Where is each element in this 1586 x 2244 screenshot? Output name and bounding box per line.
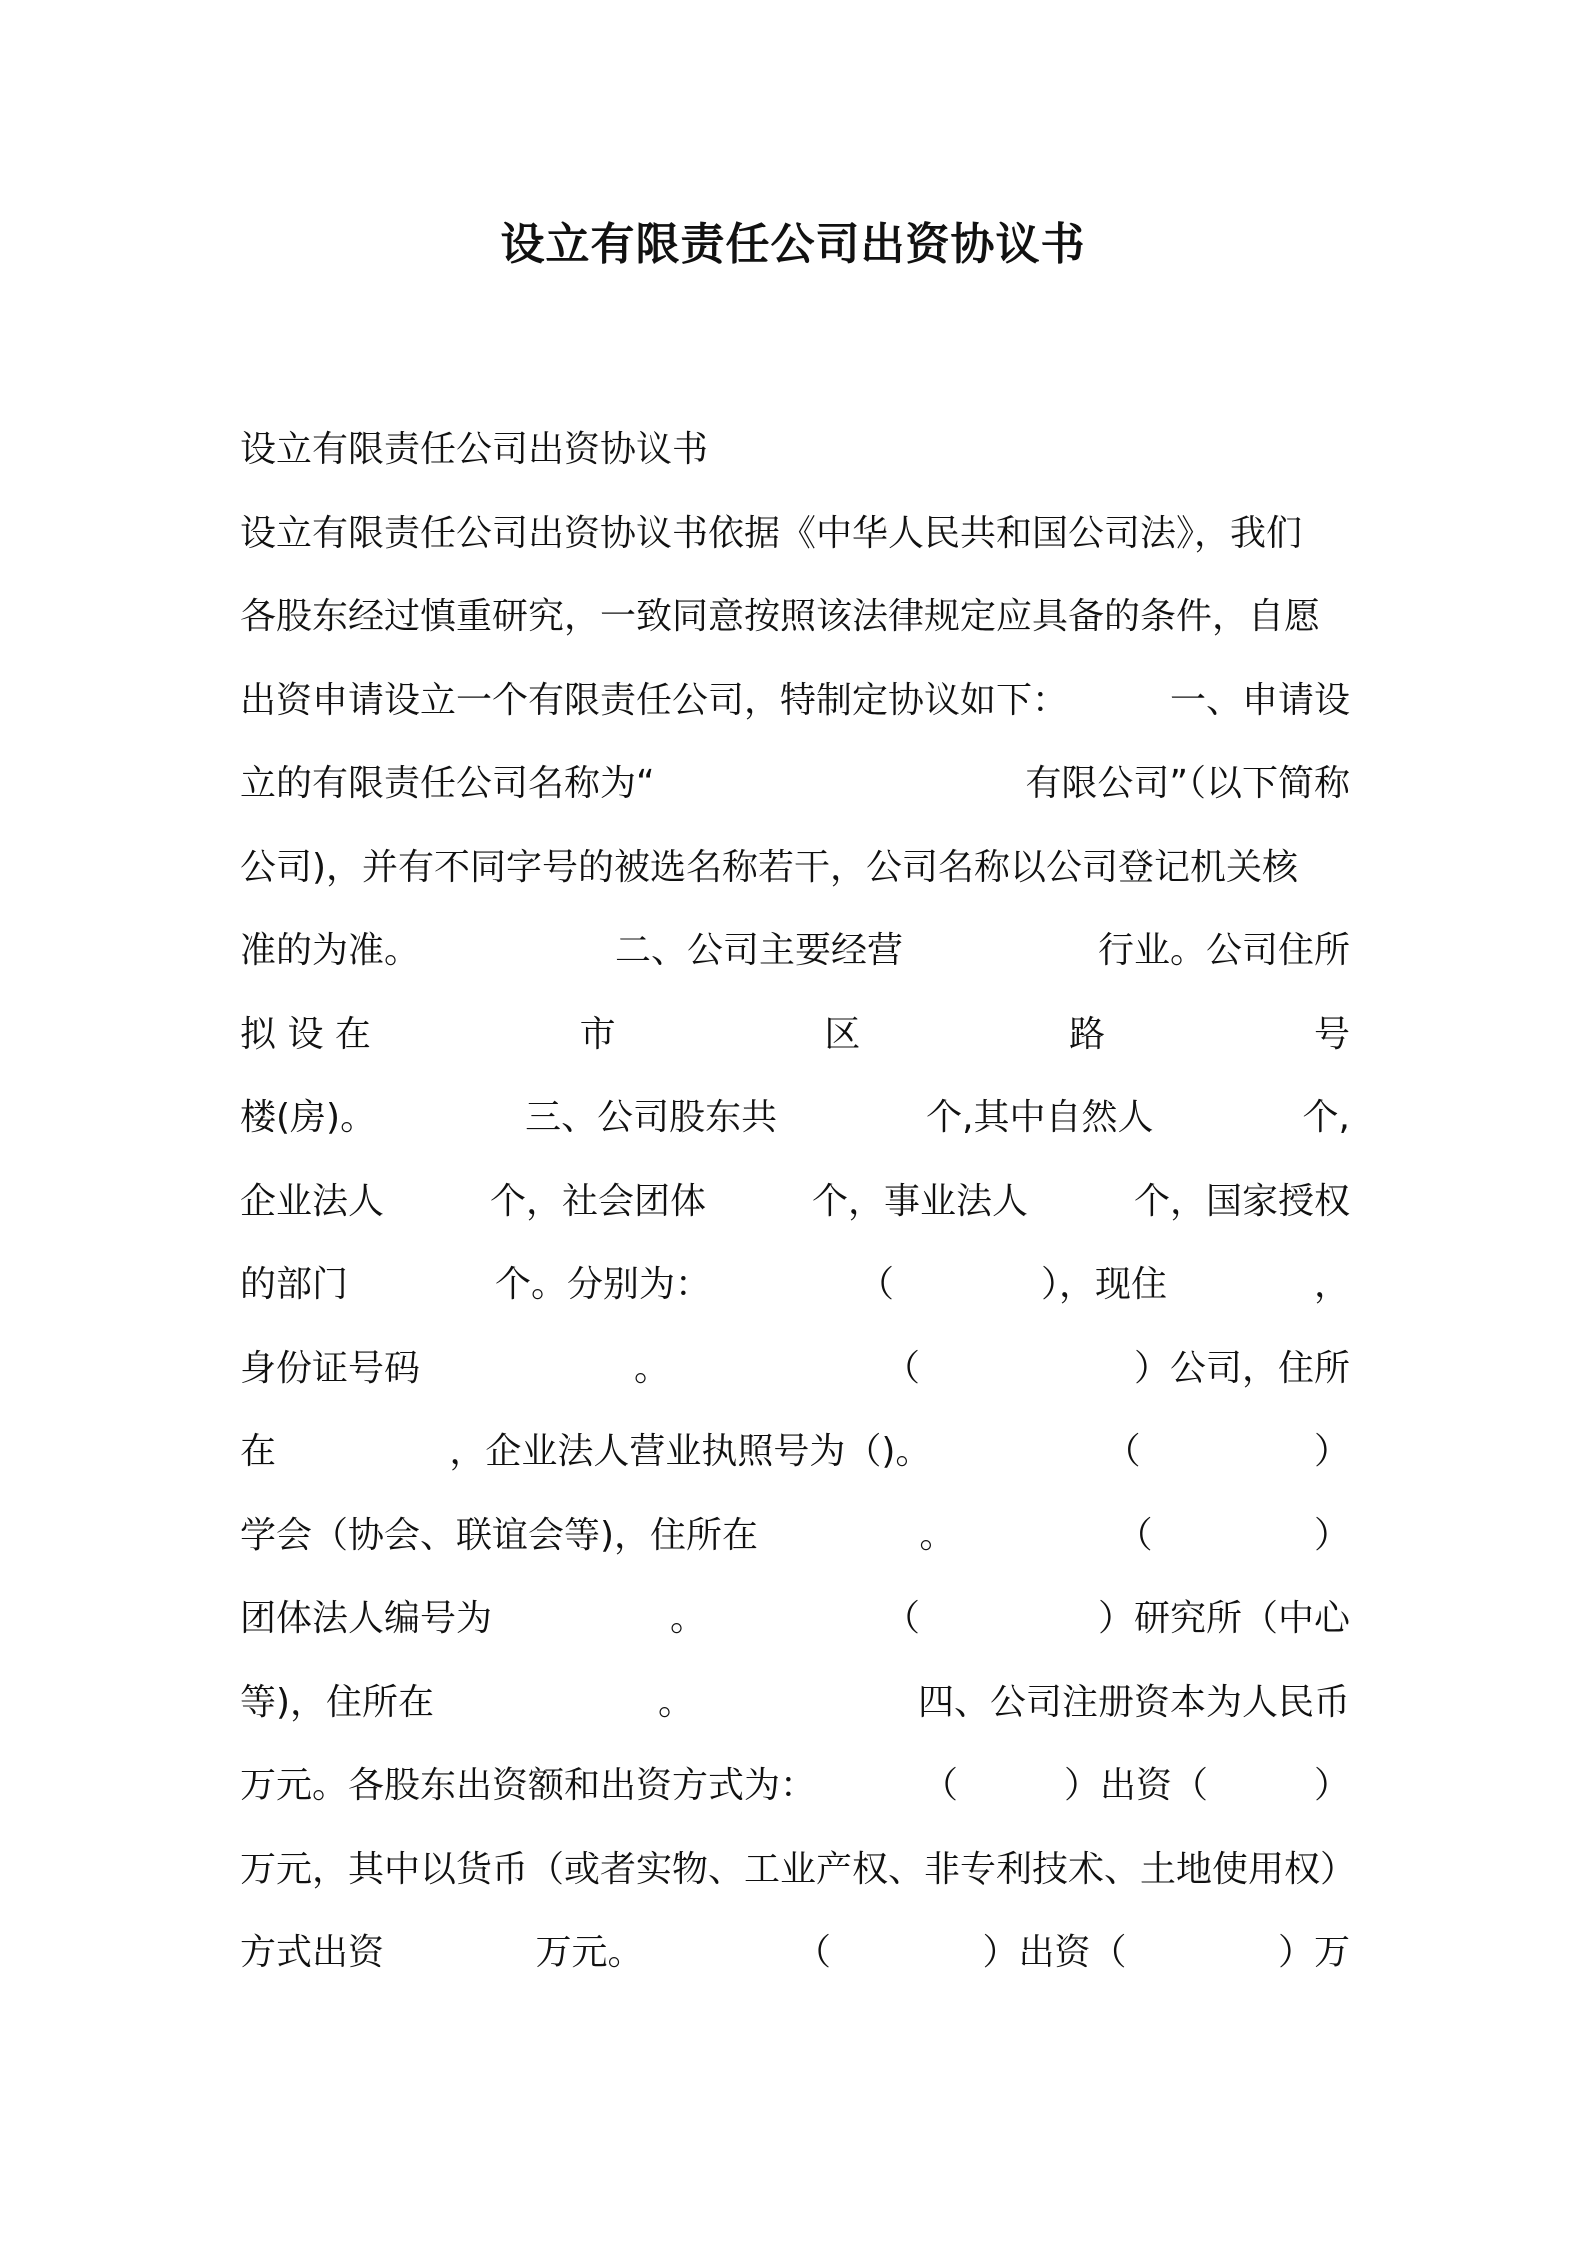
text-segment: 二、公司主要经营 [614, 930, 903, 972]
body-line [240, 823, 1350, 907]
text-segment: （ [857, 1264, 894, 1306]
text-segment: 企业法人 [240, 1180, 385, 1222]
body-line [240, 1240, 1350, 1324]
text-segment: 一、申请设 [1169, 679, 1350, 721]
text-segment: 立的有限责任公司名称为“ [240, 763, 655, 805]
body-line [240, 572, 1350, 656]
text-segment: 路 [1069, 1013, 1106, 1055]
document-body [240, 405, 1357, 1992]
text-segment: （ [883, 1347, 920, 1389]
body-line [240, 489, 1350, 573]
text-segment: 楼(房)。 [240, 1097, 377, 1139]
body-line [240, 1157, 1350, 1241]
text-segment: ）出资（ [1063, 1765, 1208, 1807]
body-line [240, 990, 1350, 1074]
body-line [240, 1574, 1350, 1658]
text-segment: 。 [919, 1514, 956, 1556]
text-segment: 四、公司注册资本为人民币 [917, 1681, 1350, 1723]
text-segment: （ [1104, 1431, 1141, 1473]
text-segment: 方式出资 [240, 1932, 385, 1974]
text-segment: ） [1313, 1514, 1350, 1556]
text-segment: （ [1116, 1514, 1153, 1556]
body-line [240, 1658, 1350, 1742]
text-segment: 。 [633, 1347, 670, 1389]
text-segment: 行业。公司住所 [1097, 930, 1350, 972]
text-segment: 的部门 [240, 1264, 349, 1306]
text-segment: 各股东经过慎重研究，一致同意按照该法律规定应具备的条件，自愿 [240, 596, 1321, 638]
body-line [240, 1825, 1357, 1909]
text-segment: 设立有限责任公司出资协议书依据《中华人民共和国公司法》，我们 [240, 512, 1303, 554]
body-line [240, 906, 1350, 990]
text-segment: 。 [658, 1681, 695, 1723]
text-segment: ， [1313, 1264, 1350, 1306]
text-segment: 拟 设 在 [240, 1013, 371, 1055]
text-segment: ）出资（ [982, 1932, 1127, 1974]
text-segment: 市 [579, 1013, 616, 1055]
text-segment: 区 [824, 1013, 861, 1055]
body-line [240, 1407, 1350, 1491]
text-segment: 出资申请设立一个有限责任公司，特制定协议如下： [240, 679, 1069, 721]
text-segment: （ [794, 1932, 831, 1974]
text-segment: 准的为准。 [240, 930, 421, 972]
body-line [240, 1324, 1350, 1408]
text-segment: 个，事业法人 [811, 1180, 1028, 1222]
text-segment: 万元。 [535, 1932, 644, 1974]
text-segment: ）公司，住所 [1133, 1347, 1350, 1389]
text-segment: 。 [669, 1598, 706, 1640]
text-segment: 等)，住所在 [240, 1681, 435, 1723]
body-line [240, 739, 1350, 823]
text-segment: 团体法人编号为 [240, 1598, 493, 1640]
text-segment: 学会（协会、联谊会等)，住所在 [240, 1514, 759, 1556]
body-line [240, 1741, 1350, 1825]
body-line [240, 405, 1350, 489]
text-segment: 公司)，并有不同字号的被选名称若干，公司名称以公司登记机关核 [240, 846, 1299, 888]
body-line [240, 1908, 1350, 1992]
text-segment: 有限公司”（以下简称 [1025, 763, 1350, 805]
text-segment: 三、公司股东共 [525, 1097, 778, 1139]
text-segment: （ [921, 1765, 958, 1807]
body-line [240, 656, 1350, 740]
body-line [240, 1491, 1350, 1575]
text-segment: 在 [240, 1431, 277, 1473]
document-title: 设立有限责任公司出资协议书 [500, 219, 1086, 270]
text-segment: ，企业法人营业执照号为（)。 [449, 1431, 932, 1473]
text-segment: ）万 [1277, 1932, 1350, 1974]
text-segment: 个，社会团体 [489, 1180, 706, 1222]
text-segment: ） [1313, 1431, 1350, 1473]
text-segment: ） [1313, 1765, 1350, 1807]
text-segment: ）研究所（中心 [1097, 1598, 1350, 1640]
text-segment: 设立有限责任公司出资协议书 [240, 429, 709, 471]
text-segment: 万元。各股东出资额和出资方式为： [240, 1765, 817, 1807]
text-segment: 号 [1313, 1013, 1350, 1055]
text-segment: 个。分别为： [494, 1264, 711, 1306]
text-segment: 万元，其中以货币（或者实物、工业产权、非专利技术、土地使用权） [240, 1848, 1357, 1890]
text-segment: 个, [1302, 1097, 1350, 1139]
body-line [240, 1073, 1350, 1157]
text-segment: 个,其中自然人 [926, 1097, 1154, 1139]
text-segment: （ [883, 1598, 920, 1640]
text-segment: ），现住 [1040, 1264, 1167, 1306]
text-segment: 个，国家授权 [1133, 1180, 1350, 1222]
text-segment: 身份证号码 [240, 1347, 421, 1389]
